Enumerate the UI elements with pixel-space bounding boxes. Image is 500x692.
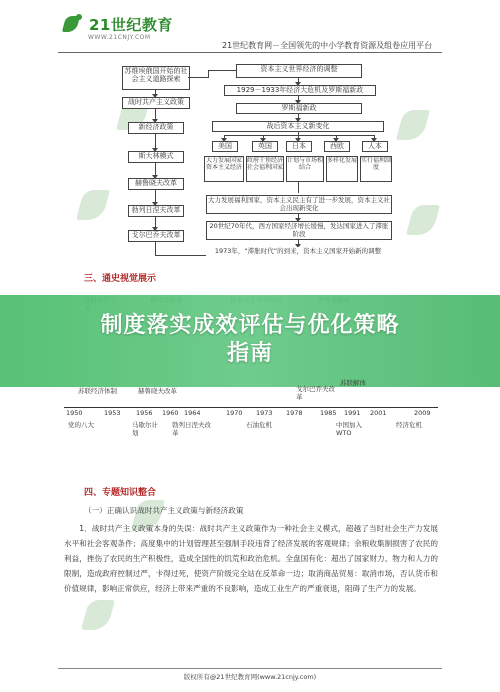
timeline-label: 经济危机 bbox=[396, 421, 422, 429]
flow-arrow bbox=[155, 133, 156, 149]
banner-title bbox=[0, 312, 500, 368]
timeline-label: 党的八大 bbox=[68, 421, 94, 429]
document-lower bbox=[60, 379, 442, 665]
flow-left-box: 斯大林模式 bbox=[128, 151, 184, 163]
flow-branch-box: 西欧 bbox=[324, 141, 350, 152]
flow-arrow bbox=[155, 89, 156, 95]
timeline-year: 1991 bbox=[344, 409, 361, 417]
flow-arrow bbox=[374, 135, 375, 139]
logo-sub: WWW.21CNJY.COM bbox=[88, 34, 151, 41]
flow-arrow bbox=[336, 135, 337, 139]
site-title: 21世纪教育网－全国领先的中小学教育资源及组卷应用平台 bbox=[222, 41, 433, 50]
flow-left-box: 勃列日涅夫改革 bbox=[128, 205, 184, 217]
flow-arrow bbox=[298, 135, 299, 139]
timeline-year: 1973 bbox=[256, 409, 273, 417]
flow-left-box: 赫鲁晓夫改革 bbox=[128, 178, 184, 190]
flow-arrow bbox=[298, 95, 299, 101]
page-header bbox=[0, 0, 500, 52]
flow-left-box: 新经济政策 bbox=[128, 122, 184, 134]
timeline-year: 1985 bbox=[320, 409, 337, 417]
timeline-year: 2001 bbox=[370, 409, 387, 417]
timeline-label: 马歇尔计划 bbox=[132, 421, 158, 437]
flow-connector bbox=[208, 70, 236, 71]
timeline-year: 2009 bbox=[414, 409, 431, 417]
timeline-label: 戈尔巴乔夫改革 bbox=[296, 385, 335, 401]
flow-sub-box: 多样化发展 bbox=[326, 156, 358, 182]
body-paragraph: 1．战时共产主义政策本身的失误：战时共产主义政策作为一种社会主义模式，超越了当时社会生产力发展水平和社会客观条件；高度集中的计划管理甚至强制手段违背了经济发展的客观规律；余粮收集制损害了农民的利益，挫伤了农民的生产积极性，造成全国性的饥荒和政治危机。全盘国有化：超出了国家财力、物力和人力的限制，造成政府控制过严，卡得过死，使资产阶级完全站在反革命一边；取消商品贸易：取消市场，否认货币和价值规律，影响正常供应，经济上带来严重的不良影响，造成工业生产的严重衰退，阻碍了生产力的发展。 bbox=[64, 524, 438, 593]
flow-arrow bbox=[155, 216, 156, 228]
flow-arrow bbox=[298, 213, 299, 219]
site-logo bbox=[60, 14, 173, 36]
flow-connector bbox=[224, 135, 374, 136]
timeline-label: 石油危机 bbox=[246, 421, 272, 429]
flow-connector bbox=[188, 77, 208, 78]
timeline-label: 赫鲁晓夫改革 bbox=[138, 387, 177, 395]
logo-text: 21世纪教育 bbox=[89, 15, 173, 34]
timeline-year: 1953 bbox=[104, 409, 121, 417]
timeline-axis bbox=[64, 407, 438, 408]
timeline-year: 1978 bbox=[286, 409, 303, 417]
flow-sub-box: 实行福利制度 bbox=[360, 156, 392, 182]
section-heading: 三、通史视觉展示 bbox=[84, 274, 157, 284]
flow-right-box: 1973年，“滞胀时代”的到来，资本主义国家开始新的调整 bbox=[206, 247, 390, 256]
flow-connector bbox=[155, 241, 156, 255]
flow-left-box: 戈尔巴乔夫改革 bbox=[128, 230, 184, 242]
flow-branch-box: 日本 bbox=[286, 141, 312, 152]
banner-title-line2: 指南 bbox=[226, 341, 273, 366]
flow-right-box: 资本主义世界经济的调整 bbox=[236, 64, 362, 78]
flow-sub-box: 计划与市场相结合 bbox=[286, 156, 324, 182]
timeline-year: 1956 bbox=[136, 409, 153, 417]
flow-right-box: 大力发展福利国家，资本主义民主有了进一步发展，资本主义社会出现新变化 bbox=[208, 196, 390, 212]
flow-branch-box: 人本 bbox=[362, 141, 388, 152]
flow-arrow bbox=[298, 113, 299, 119]
timeline-label: 苏联经济体制 bbox=[78, 387, 117, 395]
runner-logo-icon bbox=[60, 14, 86, 36]
flow-left-box: 苏维埃俄国开始的社会主义道路探索 bbox=[122, 66, 190, 90]
footer-divider bbox=[58, 668, 442, 669]
flow-branch-box: 英国 bbox=[252, 141, 278, 152]
flow-right-box: 20世纪70年代，西方国家经济增长缓慢，发达国家进入了滞胀阶段 bbox=[206, 221, 392, 240]
flow-arrow bbox=[263, 135, 264, 139]
timeline-label: 中国加入WTO bbox=[336, 421, 362, 437]
banner-title-line1: 制度落实成效评估与优化策略 bbox=[100, 313, 400, 338]
flow-right-box: 战后资本主义新变化 bbox=[212, 121, 384, 132]
timeline-year: 1970 bbox=[226, 409, 243, 417]
timeline-label: 勃列日涅夫改革 bbox=[172, 421, 211, 437]
flow-arrow bbox=[155, 108, 156, 120]
flow-sub-box: 大力发展国家资本主义经济 bbox=[204, 156, 244, 182]
flow-right-box: 罗斯福新政 bbox=[236, 103, 362, 114]
subsection-heading: （一）正确认识战时共产主义政策与新经济政策 bbox=[84, 506, 244, 515]
flow-arrow bbox=[298, 239, 299, 245]
timeline-year: 1950 bbox=[66, 409, 83, 417]
timeline-label: 苏联解体 bbox=[340, 379, 366, 387]
flow-arrow bbox=[155, 189, 156, 203]
flow-arrow bbox=[298, 77, 299, 83]
flow-branch-box: 美国 bbox=[212, 141, 238, 152]
timeline-year: 1964 bbox=[184, 409, 201, 417]
section-heading: 四、专题知识整合 bbox=[84, 488, 157, 498]
flow-connector bbox=[208, 70, 209, 78]
flow-right-box: 1929－1933年经济大危机及罗斯福新政 bbox=[224, 85, 376, 96]
page-footer: 版权所有@21世纪教育网(www.21cnjy.com) bbox=[183, 673, 317, 681]
header-divider bbox=[58, 52, 442, 53]
flow-sub-box: 政府干预经济社会福利国家 bbox=[246, 156, 284, 182]
flow-left-box: 战时共产主义政策 bbox=[122, 97, 190, 109]
flow-arrow bbox=[155, 162, 156, 176]
flow-connector bbox=[298, 181, 299, 193]
flow-arrow bbox=[224, 135, 225, 139]
timeline-year: 1960 bbox=[162, 409, 179, 417]
